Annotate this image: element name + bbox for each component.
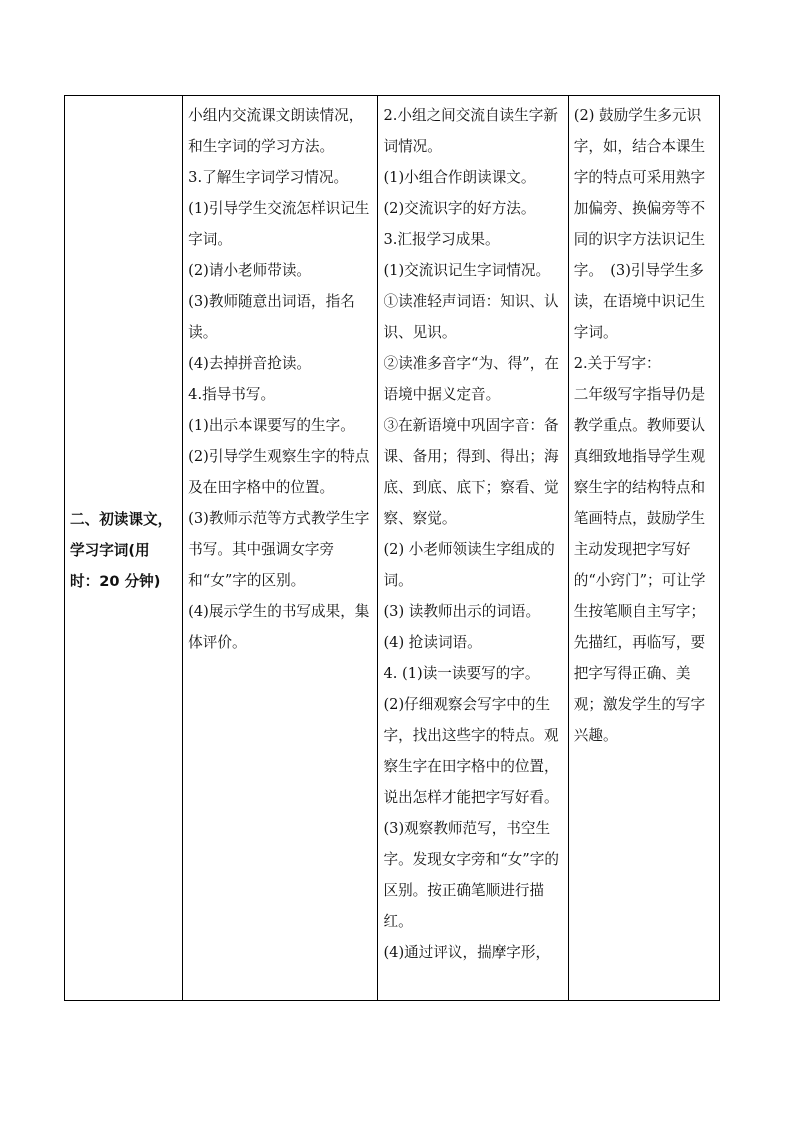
teacher-activity-cell bbox=[183, 96, 378, 1001]
student-line: (1)小组合作朗读课文。 bbox=[383, 169, 536, 186]
table-row bbox=[65, 96, 720, 1001]
section-title: 二、初读课文，学习字词(用时：20 分钟) bbox=[70, 510, 173, 590]
teacher-line: 小组内交流课文朗读情况，和生字词的学习方法。 bbox=[188, 107, 364, 155]
student-line: 4. (1)读一读要写的字。 bbox=[383, 665, 540, 682]
student-line: ①读准轻声词语：知识、认识、见识。 bbox=[383, 293, 559, 341]
design-line: 二年级写字指导仍是教学重点。教师要认真细致地指导学生观察生字的结构特点和笔画特点，鼓励学生主动发现把字写好的“小窍门”；可让学生按笔顺自主写字；先描红，再临写，要把字写得正确、美观；激发学生的写字兴趣。 bbox=[573, 386, 706, 744]
design-line: 2.关于写字： bbox=[573, 355, 661, 372]
student-line: ②读准多音字“为、得”，在语境中据义定音。 bbox=[383, 355, 559, 403]
teacher-line: (1)出示本课要写的生字。 bbox=[188, 417, 355, 434]
teacher-line: (4)展示学生的书写成果，集体评价。 bbox=[188, 603, 370, 651]
student-line: (4) 抢读词语。 bbox=[383, 634, 482, 651]
section-title-cell bbox=[65, 96, 183, 1001]
student-line: (1)交流识记生字词情况。 bbox=[383, 262, 551, 279]
student-line: (2)仔细观察会写字中的生字，找出这些字的特点。观察生字在田字格中的位置，说出怎样才能把字写好看。 bbox=[383, 696, 559, 806]
student-line: (4)通过评议，揣摩字形， bbox=[383, 944, 551, 961]
teacher-line: (3)教师示范等方式教学生字书写。其中强调女字旁和“女”字的区别。 bbox=[188, 510, 370, 589]
student-line: (3) 读教师出示的词语。 bbox=[383, 603, 541, 620]
teacher-line: (3)教师随意出词语，指名读。 bbox=[188, 293, 355, 341]
student-line: 3.汇报学习成果。 bbox=[383, 231, 500, 248]
student-line: 2.小组之间交流自读生字新词情况。 bbox=[383, 107, 558, 155]
design-intent-cell bbox=[568, 96, 719, 1001]
teacher-line: 4.指导书写。 bbox=[188, 386, 276, 403]
student-line: ③在新语境中巩固字音：备课、备用；得到、得出；海底、到底、底下；察看、觉察、察觉。 bbox=[383, 417, 559, 527]
teacher-line: (4)去掉拼音抢读。 bbox=[188, 355, 312, 372]
lesson-plan-table bbox=[64, 95, 720, 1001]
teacher-line: (2)请小老师带读。 bbox=[188, 262, 312, 279]
student-line: (2) 小老师领读生字组成的词。 bbox=[383, 541, 555, 589]
student-line: (2)交流识字的好方法。 bbox=[383, 200, 536, 217]
teacher-line: 3.了解生字词学习情况。 bbox=[188, 169, 349, 186]
design-line: (2) 鼓励学生多元识字，如，结合本课生字的特点可采用熟字加偏旁、换偏旁等不同的识字方法识记生字。 (3)引导学生多读，在语境中识记生字词。 bbox=[573, 107, 706, 341]
student-activity-cell bbox=[378, 96, 568, 1001]
student-line: (3)观察教师范写，书空生字。发现女字旁和“女”字的区别。按正确笔顺进行描红。 bbox=[383, 820, 559, 930]
teacher-line: (1)引导学生交流怎样识记生字词。 bbox=[188, 200, 370, 248]
teacher-line: (2)引导学生观察生字的特点及在田字格中的位置。 bbox=[188, 448, 370, 496]
